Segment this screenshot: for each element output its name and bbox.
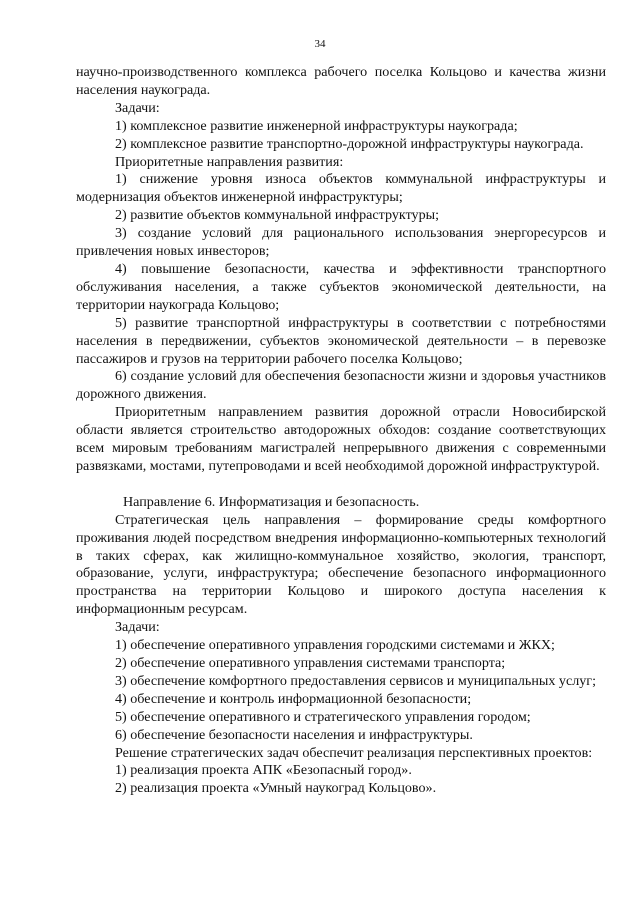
tasks-label: Задачи: — [115, 619, 160, 636]
priority-item: 3) создание условий для рационального использования энергоресурсов и привлечения новых инвесторов; — [76, 225, 606, 260]
paragraph-road-priority: Приоритетным направлением развития дорожной отрасли Новосибирской области является строительство автодорожных обходов: создание соответствующих всем мировым требованиям магистралей непрерывного движения с современными развязками, мостами, путепроводами и всей необходимой дорожной инфраструктурой. — [76, 404, 606, 474]
paragraph-goal: Стратегическая цель направления – формирование среды комфортного проживания людей посредством внедрения информационно-компьютерных технологий в таких сферах, как жилищно-коммунальное хозяйство, экология, транспорт, образование, услуги, инфраструктура; обеспечение безопасного информационного пространства на территории Кольцово и широкого доступа населения к информационным ресурсам. — [76, 511, 606, 618]
task-item: 1) обеспечение оперативного управления городскими системами и ЖКХ; — [115, 637, 555, 654]
task-item: 5) обеспечение оперативного и стратегического управления городом; — [115, 708, 531, 725]
section-heading: Направление 6. Информатизация и безопасность. — [123, 493, 420, 510]
task-item: 6) обеспечение безопасности населения и инфраструктуры. — [115, 726, 473, 743]
priorities-label: Приоритетные направления развития: — [115, 153, 344, 170]
priority-item: 4) повышение безопасности, качества и эффективности транспортного обслуживания населения, а также субъектов экономической деятельности, на территории наукограда Кольцово; — [76, 260, 606, 313]
priority-item: 1) снижение уровня износа объектов коммунальной инфраструктуры и модернизация объектов инженерной инфраструктуры; — [76, 171, 606, 206]
page-number: 34 — [314, 38, 326, 50]
document-body — [76, 64, 606, 798]
paragraph-solution: Решение стратегических задач обеспечит реализация перспективных проектов: — [115, 744, 593, 761]
tasks-label: Задачи: — [115, 99, 160, 116]
paragraph-intro: научно-производственного комплекса рабочего поселка Кольцово и качества жизни населения наукограда. — [76, 64, 606, 98]
task-item: 3) обеспечение комфортного предоставления сервисов и муниципальных услуг; — [115, 672, 596, 689]
priority-item: 5) развитие транспортной инфраструктуры в соответствии с потребностями населения в передвижении, субъектов экономической деятельности – в перевозке пассажиров и грузов на территории рабочего поселка Кольцово; — [76, 314, 606, 367]
task-item: 1) комплексное развитие инженерной инфраструктуры наукограда; — [115, 117, 518, 134]
priority-item: 6) создание условий для обеспечения безопасности жизни и здоровья участников дорожного движения. — [76, 368, 606, 403]
project-item: 1) реализация проекта АПК «Безопасный город». — [115, 762, 412, 779]
project-item: 2) реализация проекта «Умный наукоград Кольцово». — [115, 780, 437, 797]
section-spacer — [76, 476, 606, 494]
priority-item: 2) развитие объектов коммунальной инфраструктуры; — [115, 207, 440, 224]
task-item: 2) комплексное развитие транспортно-дорожной инфраструктуры наукограда. — [115, 135, 584, 152]
task-item: 4) обеспечение и контроль информационной безопасности; — [115, 690, 472, 707]
task-item: 2) обеспечение оперативного управления системами транспорта; — [115, 655, 506, 671]
